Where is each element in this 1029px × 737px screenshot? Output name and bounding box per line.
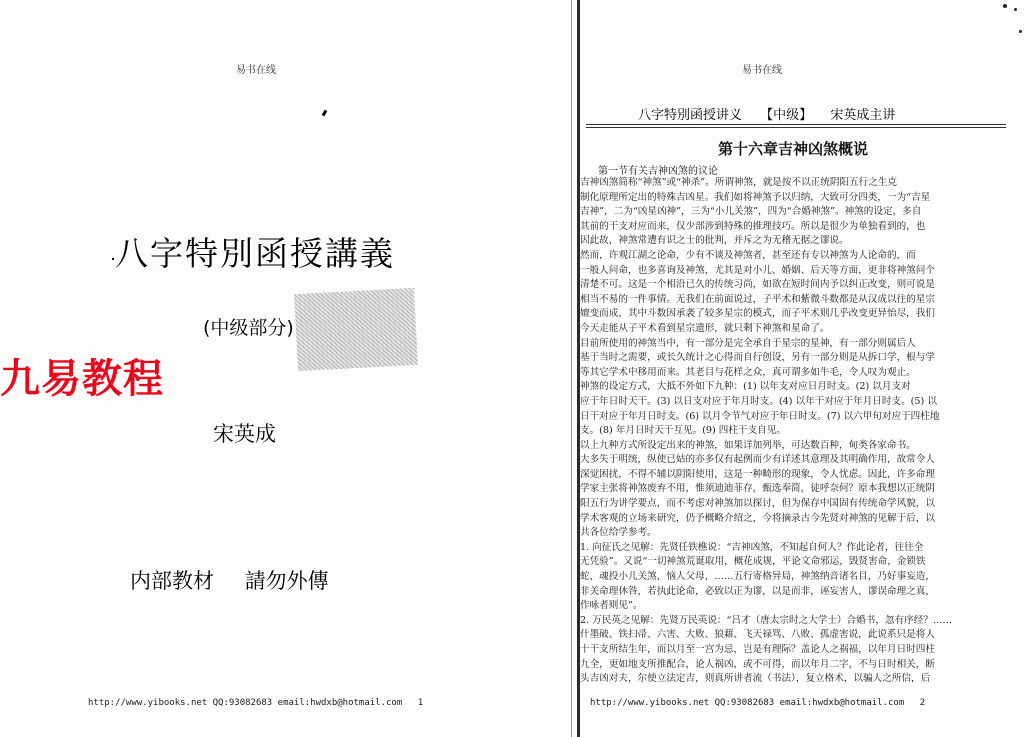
chapter-title: 第十六章吉神凶煞概说 [718, 140, 869, 158]
text-line: 作咏者则见”。 [580, 600, 643, 612]
stamp-mark [294, 288, 418, 371]
text-line: 学术客观的立场来研究，仍予概略介绍之，今将摘录古今先贤对神煞的见解于后，以 [580, 512, 935, 524]
text-line: 2. 万民英之见解：先贤万民英说：“吕才（唐太宗时之大学士）合婚书，忽有序经？…… [580, 614, 953, 626]
text-line: 头吉凶对夫，尔使立法定吉，则真所讲者流（书法），复立格术，以骗人之所信，后 [580, 673, 931, 685]
text-line: 九全，更如地支所推配合，论人祸凶，或不可得，而以年月二字，不与日时相关，断 [580, 658, 935, 670]
text-line: 大多失于明统，纵使已姑的亦多仅有起例而少有详述其意理及其明确作用，故常令人 [580, 454, 935, 466]
text-line: 今天走能从子平术看到星宗遗形，就只剩下神煞和星命了。 [580, 322, 830, 334]
footer-text: http://www.yibooks.net QQ:93082683 email:hwdxb@hotmail.com [590, 698, 905, 708]
text-line: 神煞的设定方式，大抵不外如下九种：(1) 以年支对应日月时支。(2) 以月支对 [580, 381, 911, 393]
notice-part-1: 内部教材 [130, 569, 214, 593]
text-line: 什墨破、铁扫帚、六害、大败、狼藉、飞天禄骂、八败、孤虚害说，此说系只是将人 [580, 629, 935, 641]
text-line: 因此故，神煞常遭有识之士的批判，并斥之为无稽无据之谬说。 [580, 235, 849, 247]
notice-part-2: 請勿外傳 [244, 569, 329, 593]
text-line: 一般人问命，也多喜询及神煞，尤其是对小儿、婚姻、后天等方面，更非将神煞问个 [580, 264, 935, 276]
text-line: 深觉困扰，不得不辅以阴阳使用，这是一种畸形的现象，令人忧虑。因此，许多命理 [580, 468, 935, 480]
title-rule [586, 127, 1006, 128]
text-line: 1. 向征氏之见解：先贤任铁樵说：“吉神凶煞，不知起自何人？作此论者，往往全 [580, 541, 924, 553]
scan-speck [1014, 8, 1017, 11]
text-line: 共各位给学参考。 [580, 527, 657, 539]
page-footer [590, 698, 925, 708]
watermark-logo: 九易教程 [0, 356, 164, 402]
body-text [580, 176, 1020, 687]
page-header: 易书在线 [742, 65, 782, 76]
section-title: 第一节有关吉神凶煞的议论 [598, 166, 718, 177]
text-line: 日干对应于年月日时支。(6) 以月令节气对应于年日时支。(7) 以六甲旬对应于四柱地 [580, 410, 940, 422]
text-line: 嬗变而成，其中斗数因承袭了较多星宗的模式，而子平术则几乎改变更异怡尽，我们 [580, 308, 935, 320]
book-author: 宋英成 [213, 422, 276, 446]
course-title [638, 104, 909, 123]
page-footer [88, 698, 423, 708]
text-line: 等其它学术中移用而来。其老目与花样之众，真可谓多如牛毛，令人叹为观止。 [580, 366, 916, 378]
text-line: 学家主张将神煞废弃不用，惟须迪迪菲存，甄选奉简，徒呼奈何？原本我想以正统阴 [580, 483, 935, 495]
text-line: 相当不易的一件事情。无我们在前面说过，子平术和紫微斗数都是从汉成以往的星宗 [580, 293, 935, 305]
text-line: 基于当时之需要，或长久统计之心得而自行创设，另有一部分则是从拆口学，根与学 [580, 352, 935, 364]
spine-shadow [571, 0, 572, 737]
text-line: 以上九种方式所设定出来的神煞，如果详加列举，可达数百种，甸类各家命书。 [580, 439, 916, 451]
footer-text: http://www.yibooks.net QQ:93082683 email:hwdxb@hotmail.com [88, 698, 403, 708]
book-subtitle: (中级部分) [203, 317, 294, 339]
scan-mark [322, 110, 328, 117]
text-line: 应于年日时天干。(3) 以日支对应于年月时支。(4) 以年干对应于年月日时支。(5) 以 [580, 395, 937, 407]
scan-speck [1019, 30, 1022, 33]
text-line: 非关命理休咎，若执此论命，必致以正为谬，以是而非，诬妄害人，谬误命理之真， [580, 585, 935, 597]
page-header: 易书在线 [236, 65, 276, 76]
text-line: 十干支所结生年，而以月至一宫为忌，岂是有理际？盖论人之祸福，以年月日时四柱 [580, 644, 935, 655]
text-line: 其前的干支对应而来，仅少部涉到特殊的推理技巧。所以是很少为单独看到的，也 [580, 220, 926, 232]
internal-notice [130, 565, 329, 595]
course-lecturer: 宋英成主讲 [830, 108, 896, 123]
course-level: 【中级】 [760, 108, 813, 123]
text-line: 目前所使用的神煞当中，有一部分是完全承自于星宗的星神，有一部分则属后人 [580, 337, 916, 349]
text-line: 无凭验”。又说“一切神煞荒诞取用，概花成规，平论文命邪运，毁贤害命，金锁铁 [580, 556, 926, 568]
course-name: 八字特別函授讲义 [638, 108, 743, 123]
text-line: 吉神凶煞简称“神煞”或“神杀”。所谓神煞，就是按不以正统阴阳五行之生克 [580, 177, 898, 188]
right-page [580, 0, 1029, 737]
scan-mark [112, 258, 114, 260]
text-line: 阳五行为讲学要点，而不考虑对神煞加以探讨，但为保存中国固有传统命学风貌，以 [580, 498, 935, 510]
text-line: 吉神”，二为“凶星凶神”，三为“小儿关煞”，四为“合婚神煞”。神煞的设定，多自 [580, 206, 922, 218]
title-rule [586, 124, 1006, 125]
book-title: 八字特別函授講義 [115, 234, 395, 273]
page-number: 2 [919, 698, 926, 708]
text-line: 蛇，魂投小儿关煞，恼人父母，……五行寄格异局，神煞纳音诸名目，乃好事妄造， [580, 571, 935, 583]
page-number: 1 [417, 698, 424, 708]
text-line: 制化原理所定出的特殊吉凶星。我们如将神煞予以归纳，大致可分四类，一为“吉星 [580, 191, 931, 203]
text-line: 然而，许观江湖之论命，少有不谈及神煞者，甚至还有专以神煞为人论命的，而 [580, 249, 916, 261]
text-line: 支。(8) 年月日时天干互见。(9) 四柱干支自见。 [580, 425, 786, 437]
text-line: 清楚不可。这是一个相沿已久的传统习尚，如欲在短时间内予以纠正改变，则可说是 [580, 279, 935, 291]
scan-speck [1003, 4, 1007, 8]
